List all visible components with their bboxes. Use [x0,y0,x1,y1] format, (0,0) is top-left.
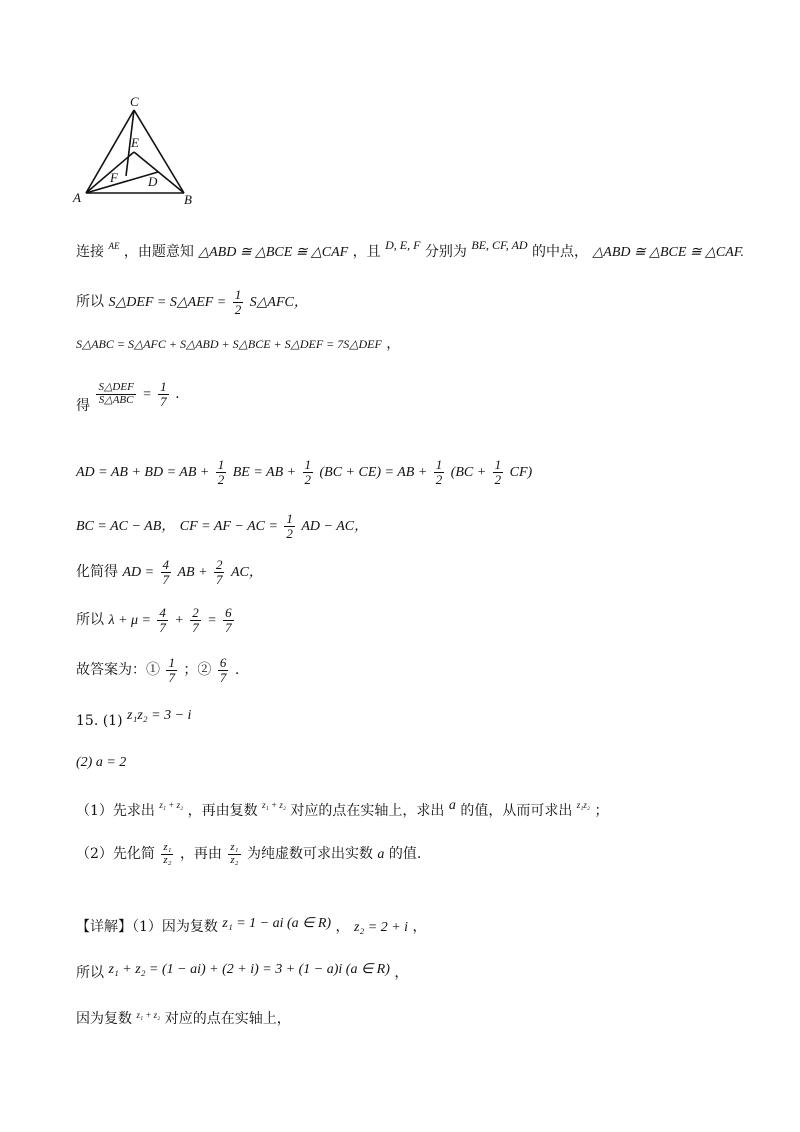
label-d: D [148,174,158,189]
fraction: $\frac{1}{7}$ [168,655,175,685]
label-e: E [131,135,139,150]
line-detail-1: 【详解】（1）因为复数 z₁ = 1 − ai (a ∈ R) ， z₂ = 2 + i ， [76,916,427,935]
fraction: $\frac{\text{z₁}}{\text{z₂}}$ [163,841,172,866]
fraction: $\frac{2}{7}$ [192,605,199,635]
fraction: $\frac{1}{2}$ [494,457,502,487]
fraction: $\frac{1}{2}$ [304,457,312,487]
fraction: $\frac{\text{z₁}}{\text{z₂}}$ [230,841,239,866]
line-q15-1: 15. (1) z₁z₂ = 3 − i [76,708,192,729]
fraction: $\frac{4}{7}$ [159,605,166,635]
line-answer: 故答案为：① $\frac{1}{7}$ ；② $\frac{6}{7}$ . [76,655,240,685]
line-detail-2: 所以 z₁ + z₂ = (1 − ai) + (2 + i) = 3 + (1 − a)i (a ∈ R) ， [76,962,409,981]
line-congruence: 连接 $^{AE}$ ，由题意知 △ABD ≅ △BCE ≅ △CAF ，且 D, E, F 分别为 BE, CF, AD 的中点， △ABD ≅ △BCE ≅ △CAF. [76,238,745,260]
line-simplified: 化简得 AD = $\frac{4}{7}$ AB + $\frac{2}{7}$ AC， [76,557,263,587]
fraction: $\frac{1}{2}$ [217,457,225,487]
fraction: $\frac{1}{2}$ [435,457,443,487]
segment-be [134,152,184,193]
line-lambda-mu: 所以 λ + μ = $\frac{4}{7}$ + $\frac{2}{7}$ = $\frac{6}{7}$ [76,605,232,635]
line-area-ratio: 得 $\frac{\text{S△DEF}}{\text{S△ABC}}$ = $\frac{1}{7}$ . [76,379,180,415]
edge-bc [134,110,184,193]
fraction: $\frac{2}{7}$ [215,557,223,587]
line-area-sum: S△ABC = S△AFC + S△ABD + S△BCE + S△DEF = 7S△DEF ， [76,336,401,352]
label-f: F [110,170,118,185]
line-vector-ad: AD = AB + BD = AB + $\frac{1}{2}$ BE = AB + $\frac{1}{2}$ (BC + CE) = AB + $\frac{1}{2}$ (BC + $\frac{1}{2}$ CF) [76,457,533,487]
fraction: $\frac{1}{7}$ [160,379,167,409]
fraction: $\frac{\text{S△DEF}}{\text{S△ABC}}$ [98,381,134,406]
line-analysis-2: （2）先化简 $\frac{\text{z₁}}{\text{z₂}}$ ，再由 $\frac{\text{z₁}}{\text{z₂}}$ 为纯虚数可求出实数 a 的值. [76,841,422,866]
fraction: $\frac{4}{7}$ [162,557,170,587]
line-detail-3: 因为复数 $^{z_1 + z_2}$ 对应的点在实轴上， [76,1010,291,1027]
triangle-figure [70,92,205,212]
label-a: A [73,190,81,205]
label-c: C [130,94,139,109]
fraction: $\frac{6}{7}$ [219,655,227,685]
line-area-relation: 所以 S△DEF = S△AEF = $\frac{1}{2}$ S△AFC， [76,287,308,317]
fraction: $\frac{1}{2}$ [234,287,242,317]
line-analysis-1: （1）先求出 $^{z_1 + z_2}$ ，再由复数 $^{z_1 + z_2}$ 对应的点在实轴上，求出 a 的值，从而可求出 $^{z_1z_2}$ ； [76,798,609,819]
line-vector-bc-cf: BC = AC − AB， CF = AF − AC = $\frac{1}{2}$ AD − AC， [76,511,369,541]
label-b: B [184,192,192,207]
line-q15-2: (2) a = 2 [76,755,127,770]
fraction: $\frac{6}{7}$ [225,605,232,635]
fraction: $\frac{1}{2}$ [286,511,293,541]
